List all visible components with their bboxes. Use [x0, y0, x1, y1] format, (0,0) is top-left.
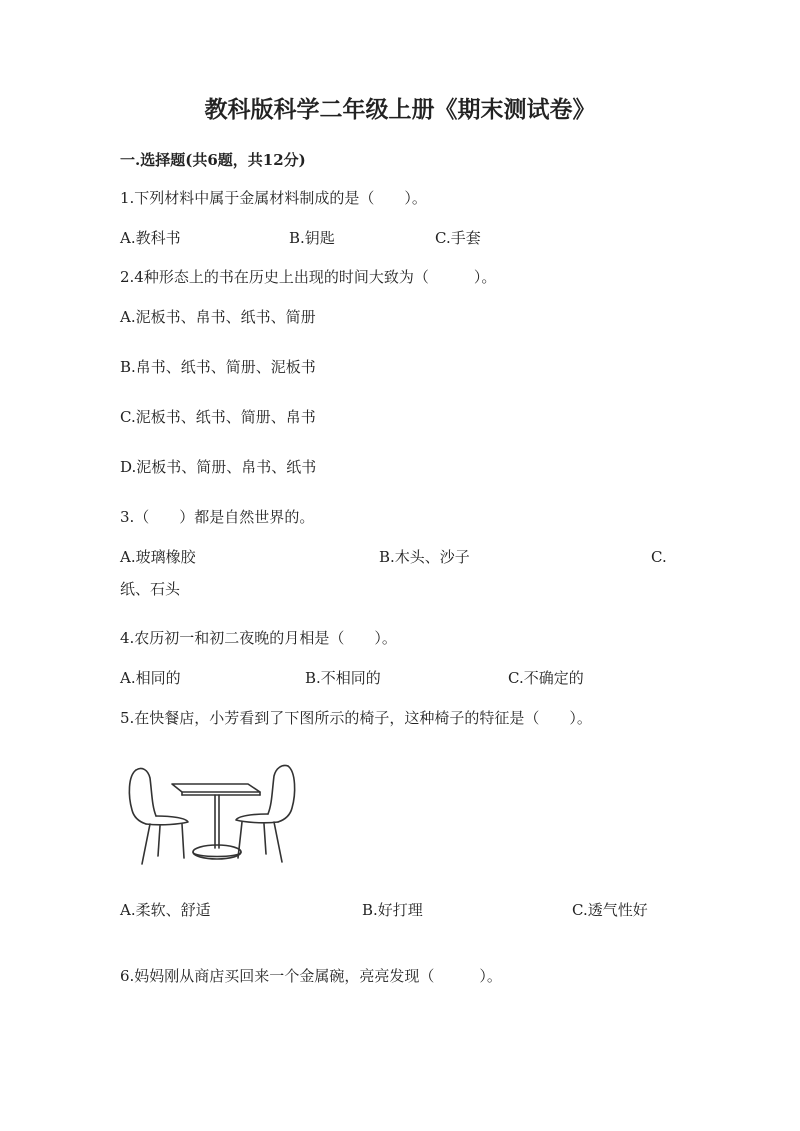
table-and-chairs-illustration — [122, 760, 302, 872]
question-3-option-a[interactable]: A.玻璃橡胶 — [120, 548, 196, 566]
question-3-option-b[interactable]: B.木头、沙子 — [379, 548, 470, 566]
question-2-option-c[interactable]: C.泥板书、纸书、简册、帛书 — [120, 408, 316, 426]
question-4-option-b[interactable]: B.不相同的 — [305, 669, 381, 687]
question-2-stem: 2.4种形态上的书在历史上出现的时间大致为（ ）。 — [120, 268, 497, 286]
question-1-stem: 1.下列材料中属于金属材料制成的是（ ）。 — [120, 189, 427, 207]
question-5-option-c[interactable]: C.透气性好 — [572, 901, 648, 919]
question-4-stem: 4.农历初一和初二夜晚的月相是（ ）。 — [120, 629, 397, 647]
question-1-option-a[interactable]: A.教科书 — [120, 229, 181, 247]
question-4-option-a[interactable]: A.相同的 — [120, 669, 181, 687]
question-2-option-d[interactable]: D.泥板书、简册、帛书、纸书 — [120, 458, 317, 476]
question-3-option-c-text[interactable]: 纸、石头 — [120, 580, 181, 598]
question-3-option-c[interactable]: C. — [651, 548, 667, 566]
section-heading: 一.选择题(共6题，共12分) — [120, 151, 306, 169]
question-2-option-a[interactable]: A.泥板书、帛书、纸书、简册 — [120, 308, 316, 326]
question-1-option-b[interactable]: B.钥匙 — [289, 229, 335, 247]
question-5-stem: 5.在快餐店，小芳看到了下图所示的椅子，这种椅子的特征是（ ）。 — [120, 709, 592, 727]
question-1-option-c[interactable]: C.手套 — [435, 229, 481, 247]
question-5-option-a[interactable]: A.柔软、舒适 — [120, 901, 211, 919]
question-4-option-c[interactable]: C.不确定的 — [508, 669, 584, 687]
question-3-stem: 3.（ ）都是自然世界的。 — [120, 508, 315, 526]
page-title: 教科版科学二年级上册《期末测试卷》 — [204, 96, 596, 123]
question-5-option-b[interactable]: B.好打理 — [362, 901, 423, 919]
question-2-option-b[interactable]: B.帛书、纸书、简册、泥板书 — [120, 358, 316, 376]
question-6-stem: 6.妈妈刚从商店买回来一个金属碗，亮亮发现（ ）。 — [120, 967, 502, 985]
